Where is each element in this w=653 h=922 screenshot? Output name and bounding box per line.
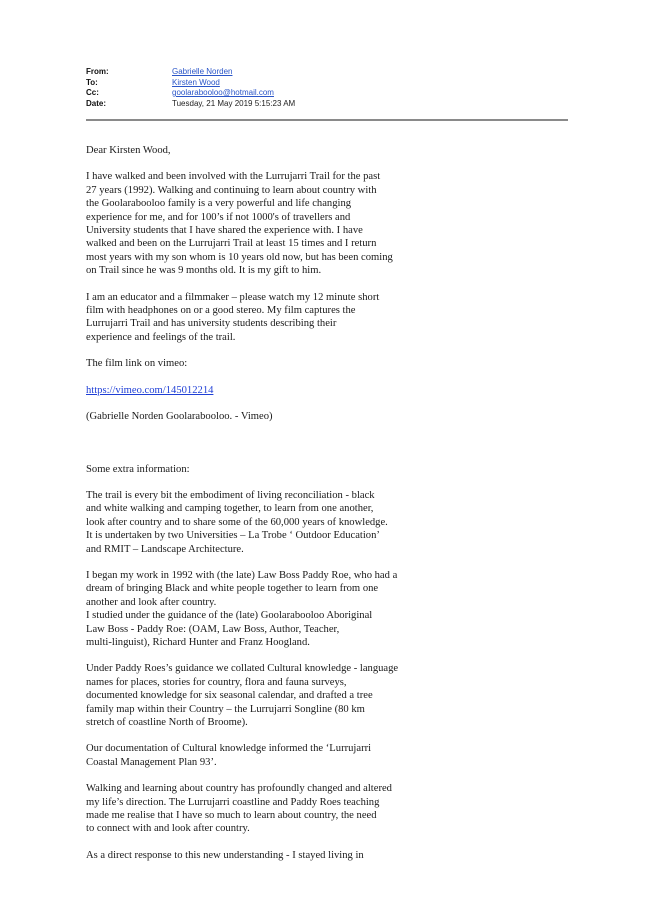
body-line: As a direct response to this new understanding - I stayed living in [86, 849, 364, 861]
body-line: most years with my son whom is 10 years old now, but has been coming [86, 251, 393, 263]
email-header [86, 67, 566, 109]
paragraph-1 [86, 170, 416, 277]
body-line: and white walking and camping together, to learn from one another, [86, 503, 374, 515]
paragraph-5 [86, 662, 416, 729]
body-line: stretch of coastline North of Broome). [86, 717, 248, 728]
body-line: walked and been on the Lurrujarri Trail at least 15 times and I return [86, 238, 377, 250]
from-label: From: [86, 67, 109, 76]
body-line: Walking and learning about country has profoundly changed and altered [86, 783, 392, 795]
email-body [86, 140, 416, 862]
body-line: Law Boss - Paddy Roe: (OAM, Law Boss, Author, Teacher, [86, 623, 340, 635]
body-line: film with headphones on or a good stereo. My film captures the [86, 305, 356, 317]
body-line: The trail is every bit the embodiment of living reconciliation - black [86, 489, 375, 501]
film-intro: The film link on vimeo: [86, 358, 188, 370]
body-line: the Goolarabooloo family is a very powerful and life changing [86, 198, 352, 210]
body-line: and RMIT – Landscape Architecture. [86, 543, 244, 555]
paragraph-2 [86, 291, 416, 345]
greeting: Dear Kirsten Wood, [86, 145, 171, 156]
film-link-paragraph [86, 384, 416, 397]
body-line: my life’s direction. The Lurrujarri coastline and Paddy Roes teaching [86, 796, 380, 808]
film-caption: (Gabrielle Norden Goolarabooloo. - Vimeo) [86, 411, 273, 423]
header-divider [86, 119, 568, 121]
body-line: Coastal Management Plan 93’. [86, 756, 217, 768]
date-row [86, 99, 566, 110]
body-line: names for places, stories for country, flora and fauna surveys, [86, 676, 347, 688]
vimeo-link[interactable]: https://vimeo.com/145012214 [86, 384, 214, 396]
body-line: Under Paddy Roes’s guidance we collated Cultural knowledge - language [86, 663, 399, 675]
body-line: It is undertaken by two Universities – La Trobe ‘ Outdoor Education’ [86, 530, 380, 542]
body-line: made me realise that I have so much to learn about country, the need [86, 810, 377, 822]
body-line: another and look after country. [86, 596, 217, 608]
extra-info-heading: Some extra information: [86, 463, 190, 475]
date-value: Tuesday, 21 May 2019 5:15:23 AM [172, 98, 296, 108]
body-line: multi-linguist), Richard Hunter and Franz Hoogland. [86, 636, 310, 648]
body-line: look after country and to share some of the 60,000 years of knowledge. [86, 516, 388, 528]
date-label: Date: [86, 98, 107, 108]
body-line: family map within their Country – the Lurrujarri Songline (80 km [86, 703, 365, 715]
paragraph-7 [86, 782, 416, 836]
cc-link[interactable]: goolarabooloo@hotmail.com [172, 88, 274, 97]
body-line: I studied under the guidance of the (late) Goolarabooloo Aboriginal [86, 610, 373, 622]
body-line: experience and feelings of the trail. [86, 331, 236, 343]
body-line: I have walked and been involved with the Lurrujarri Trail for the past [86, 171, 381, 183]
body-line: to connect with and look after country. [86, 823, 250, 835]
from-row [86, 67, 566, 78]
to-label: To: [86, 77, 98, 87]
paragraph-6 [86, 742, 416, 769]
body-line: experience for me, and for 100’s if not 1000's of travellers and [86, 211, 351, 223]
body-line: on Trail since he was 9 months old. It is my gift to him. [86, 265, 322, 277]
paragraph-8 [86, 849, 416, 862]
body-line: dream of bringing Black and white people together to learn from one [86, 583, 379, 595]
body-line: Our documentation of Cultural knowledge informed the ‘Lurrujarri [86, 743, 372, 755]
body-line: 27 years (1992). Walking and continuing to learn about country with [86, 184, 377, 196]
cc-row [86, 88, 566, 99]
body-line: University students that I have shared the experience with. I have [86, 225, 363, 237]
body-line: I am an educator and a filmmaker – please watch my 12 minute short [86, 291, 380, 303]
body-line: Lurrujarri Trail and has university students describing their [86, 318, 337, 330]
to-row [86, 78, 566, 89]
paragraph-3 [86, 489, 416, 556]
cc-label: Cc: [86, 88, 99, 97]
paragraph-4 [86, 569, 416, 649]
sender-link[interactable]: Gabrielle Norden [172, 67, 233, 76]
recipient-link[interactable]: Kirsten Wood [172, 77, 220, 87]
body-line: I began my work in 1992 with (the late) Law Boss Paddy Roe, who had a [86, 569, 398, 581]
body-line: documented knowledge for six seasonal calendar, and drafted a tree [86, 690, 373, 702]
